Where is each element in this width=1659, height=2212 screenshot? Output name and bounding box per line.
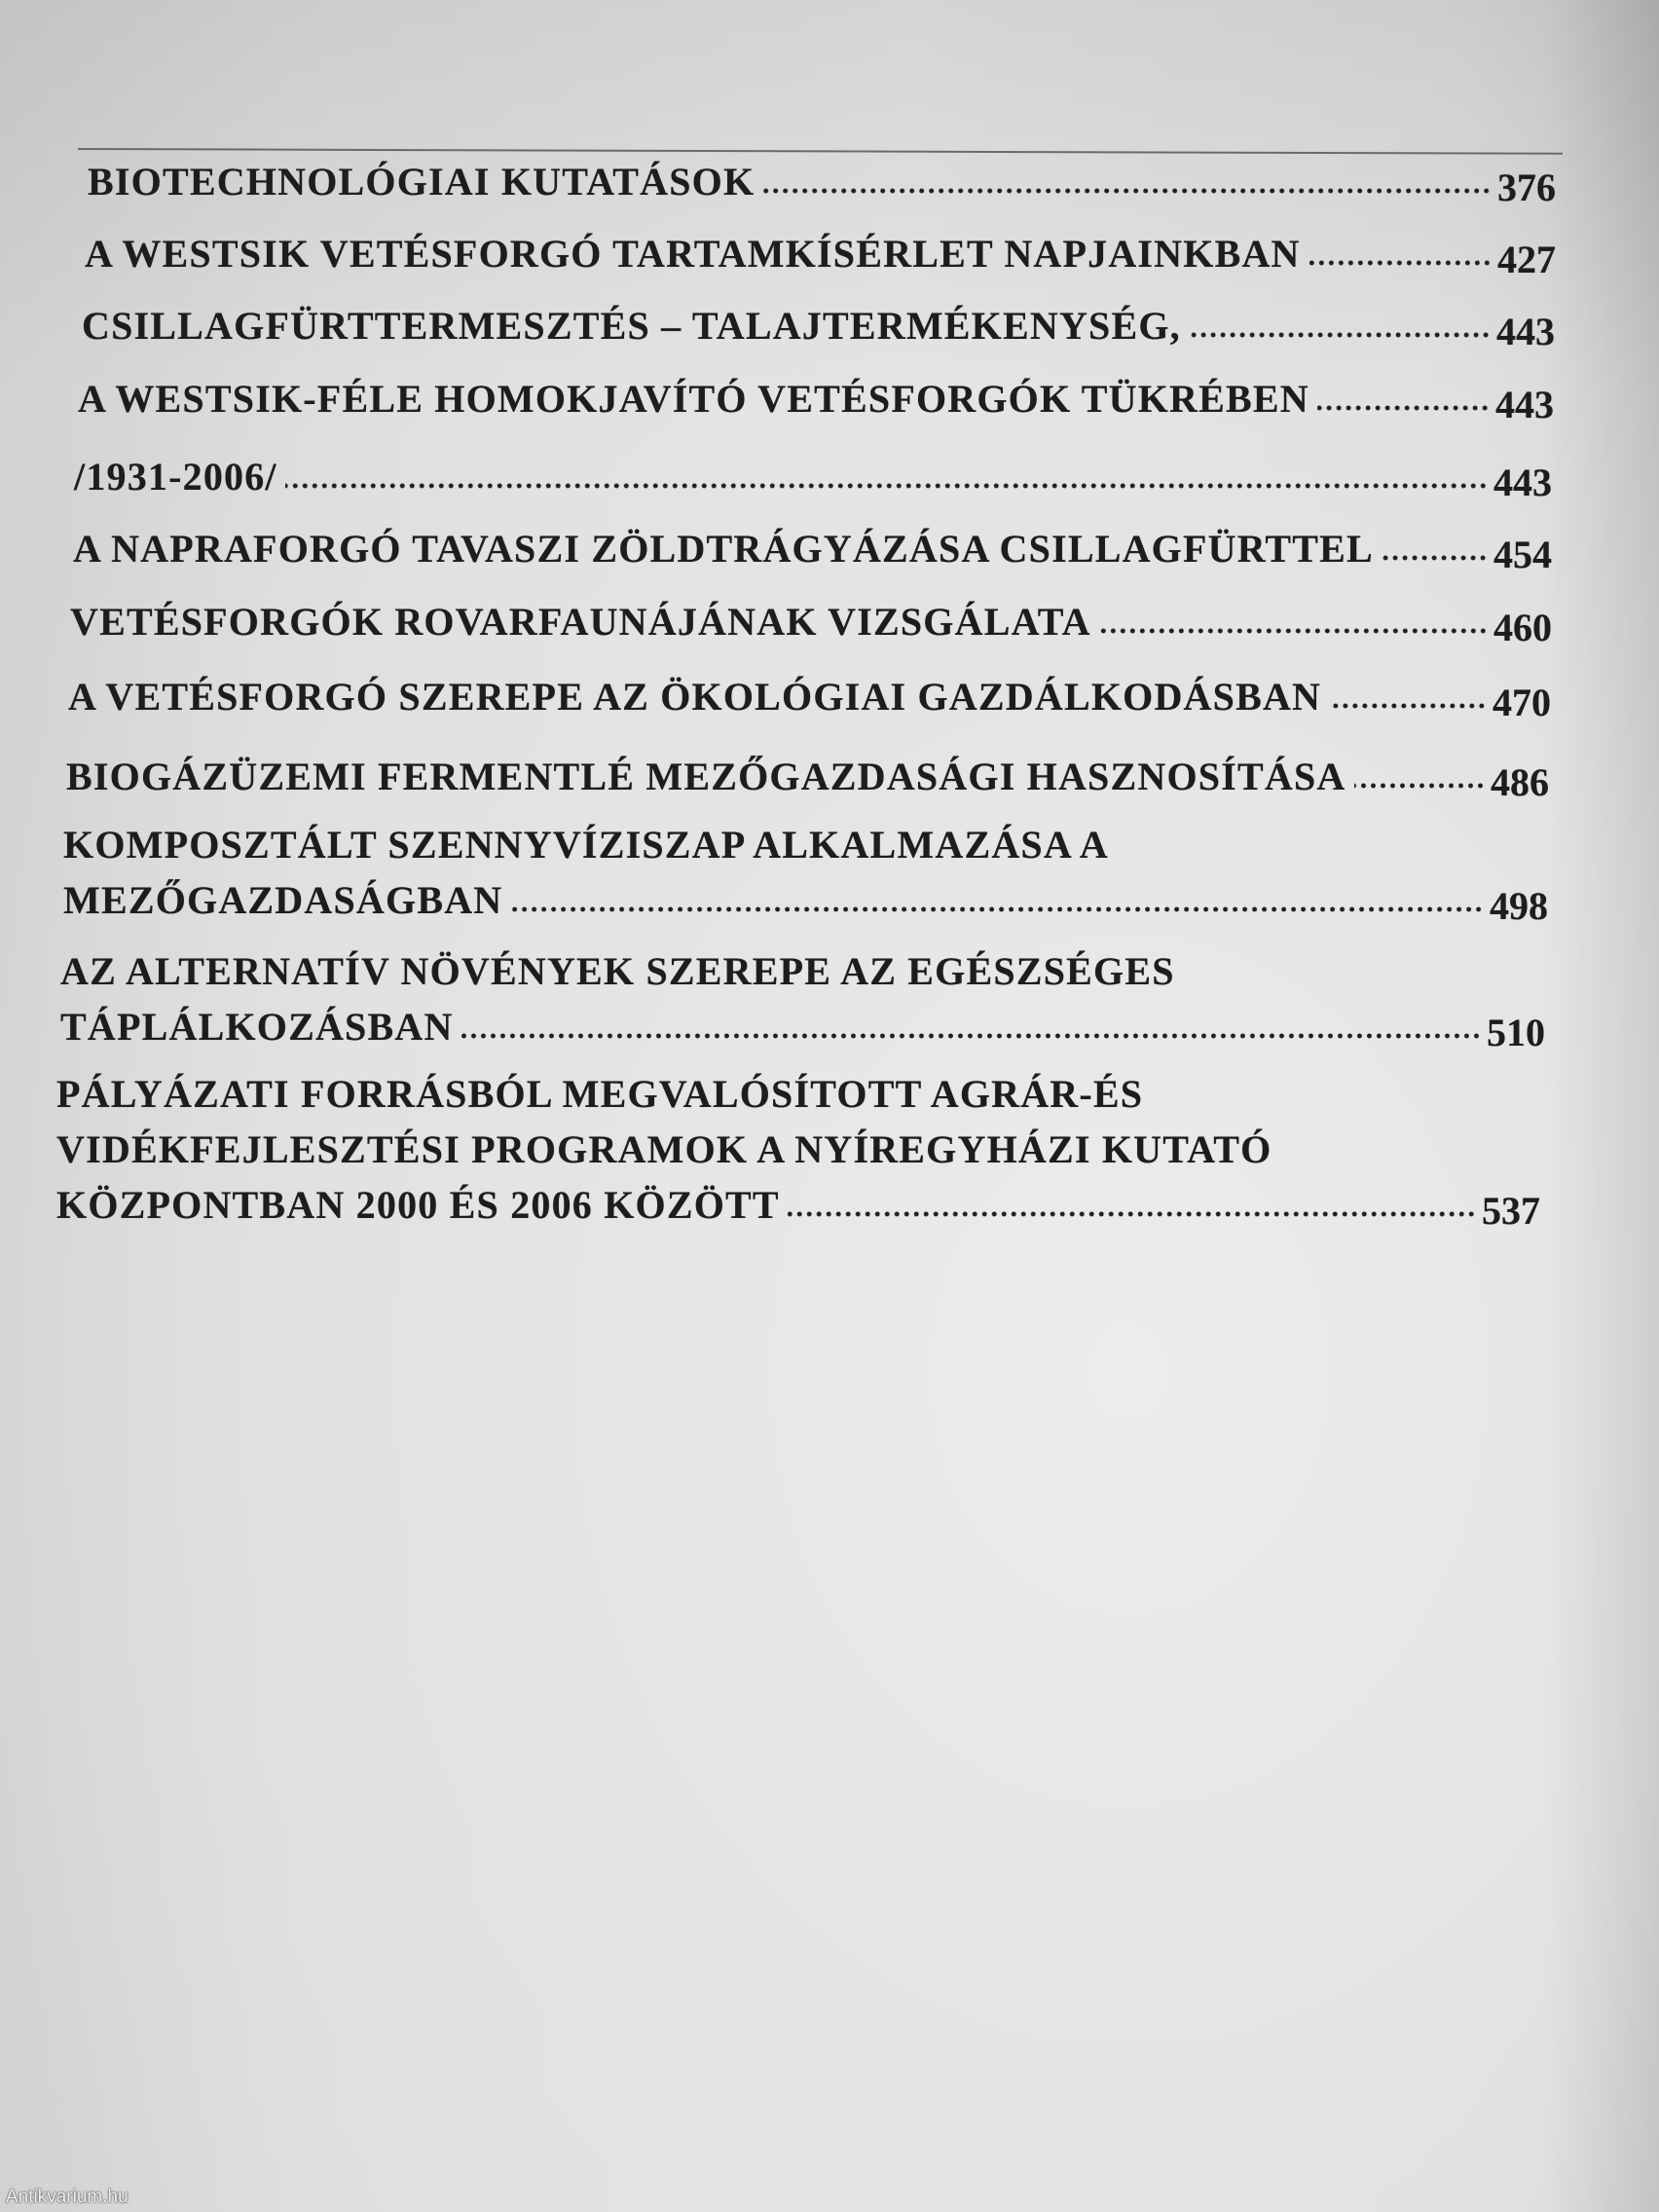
toc-entry: [85, 226, 1556, 281]
toc-entry: [74, 449, 1552, 504]
toc-entry-title: KOMPOSZTÁLT SZENNYVÍZISZAP ALKALMAZÁSA A: [63, 823, 1109, 866]
toc-page-number: 460: [1493, 606, 1552, 649]
dot-leader: [1317, 404, 1490, 412]
toc-page-number: 510: [1487, 1011, 1545, 1054]
toc-entry-title: VETÉSFORGÓK ROVARFAUNÁJÁNAK VIZSGÁLATA: [70, 600, 1091, 644]
toc-entry-line: [56, 1177, 1540, 1233]
toc-entry-title: /1931-2006/: [74, 455, 277, 498]
toc-entry-title: KÖZPONTBAN 2000 ÉS 2006 KÖZÖTT: [56, 1183, 780, 1227]
toc-entry: [68, 669, 1551, 724]
toc-entry-title: A WESTSIK-FÉLE HOMOKJAVÍTÓ VETÉSFORGÓK TÜKRÉBEN: [78, 377, 1309, 421]
toc-entry-line: [68, 669, 1551, 724]
toc-entry-line: [78, 371, 1554, 426]
toc-entry-line: [74, 449, 1552, 504]
toc-entry-line: [88, 154, 1556, 209]
toc-entry: [60, 943, 1545, 1054]
toc-entry-title: PÁLYÁZATI FORRÁSBÓL MEGVALÓSÍTOTT AGRÁR-ÉS: [56, 1072, 1144, 1116]
toc-page-number: 486: [1491, 760, 1549, 804]
toc-page-number: 376: [1497, 166, 1556, 209]
dot-leader: [762, 187, 1492, 195]
toc-entry: [70, 594, 1552, 649]
toc-entry: [82, 298, 1555, 353]
toc-page-number: 537: [1482, 1189, 1540, 1233]
toc-page-number: 427: [1497, 238, 1556, 281]
toc-entry: [88, 154, 1556, 209]
toc-entry-line: [82, 298, 1555, 353]
toc-entry: [73, 521, 1552, 576]
dot-leader: [461, 1032, 1481, 1040]
toc-entry-title: MEZŐGAZDASÁGBAN: [63, 878, 503, 922]
dot-leader: [1329, 702, 1487, 710]
toc-entry-title: BIOTECHNOLÓGIAI KUTATÁSOK: [88, 160, 756, 203]
toc-entry-line: [66, 749, 1549, 804]
toc-entry-title: BIOGÁZÜZEMI FERMENTLÉ MEZŐGAZDASÁGI HASZNOSÍTÁSA: [66, 755, 1346, 798]
toc-page-number: 443: [1496, 310, 1555, 353]
toc-entry-title: AZ ALTERNATÍV NÖVÉNYEK SZEREPE AZ EGÉSZSÉGES: [60, 949, 1175, 993]
toc-entry-title: CSILLAGFÜRTTERMESZTÉS – TALAJTERMÉKENYSÉG,: [82, 304, 1181, 348]
dot-leader: [1309, 259, 1492, 267]
dot-leader: [1382, 554, 1488, 562]
toc-entry-line: [85, 226, 1556, 281]
toc-entry-line: [73, 521, 1552, 576]
toc-entry: [66, 749, 1549, 804]
watermark: Antikvarium.hu: [6, 2187, 129, 2207]
toc-entry-line: [60, 999, 1545, 1054]
toc-entry-line: [70, 594, 1552, 649]
dot-leader: [285, 482, 1488, 490]
toc-page-number: 443: [1495, 383, 1554, 426]
toc-page-number: 498: [1490, 884, 1548, 928]
dot-leader: [788, 1210, 1476, 1218]
toc-entry-title: A VETÉSFORGÓ SZEREPE AZ ÖKOLÓGIAI GAZDÁLKODÁSBAN: [68, 675, 1322, 719]
toc-page-number: 470: [1493, 681, 1551, 724]
dot-leader: [1354, 782, 1486, 790]
dot-leader: [1099, 627, 1488, 635]
toc-entry-title: VIDÉKFEJLESZTÉSI PROGRAMOK A NYÍREGYHÁZI KUTATÓ: [56, 1127, 1272, 1171]
dot-leader: [510, 905, 1484, 913]
toc-entry-line: [63, 872, 1548, 928]
toc-page-number: 454: [1493, 533, 1552, 576]
dot-leader: [1189, 331, 1491, 339]
toc-entry: [63, 817, 1548, 928]
toc-entry-title: A NAPRAFORGÓ TAVASZI ZÖLDTRÁGYÁZÁSA CSILLAGFÜRTTEL: [73, 527, 1374, 571]
toc-page-number: 443: [1493, 461, 1552, 504]
toc-entry: [78, 371, 1554, 426]
toc-entry: [56, 1066, 1540, 1233]
toc-entry-title: A WESTSIK VETÉSFORGÓ TARTAMKÍSÉRLET NAPJAINKBAN: [85, 232, 1301, 276]
toc-entry-title: TÁPLÁLKOZÁSBAN: [60, 1005, 454, 1049]
